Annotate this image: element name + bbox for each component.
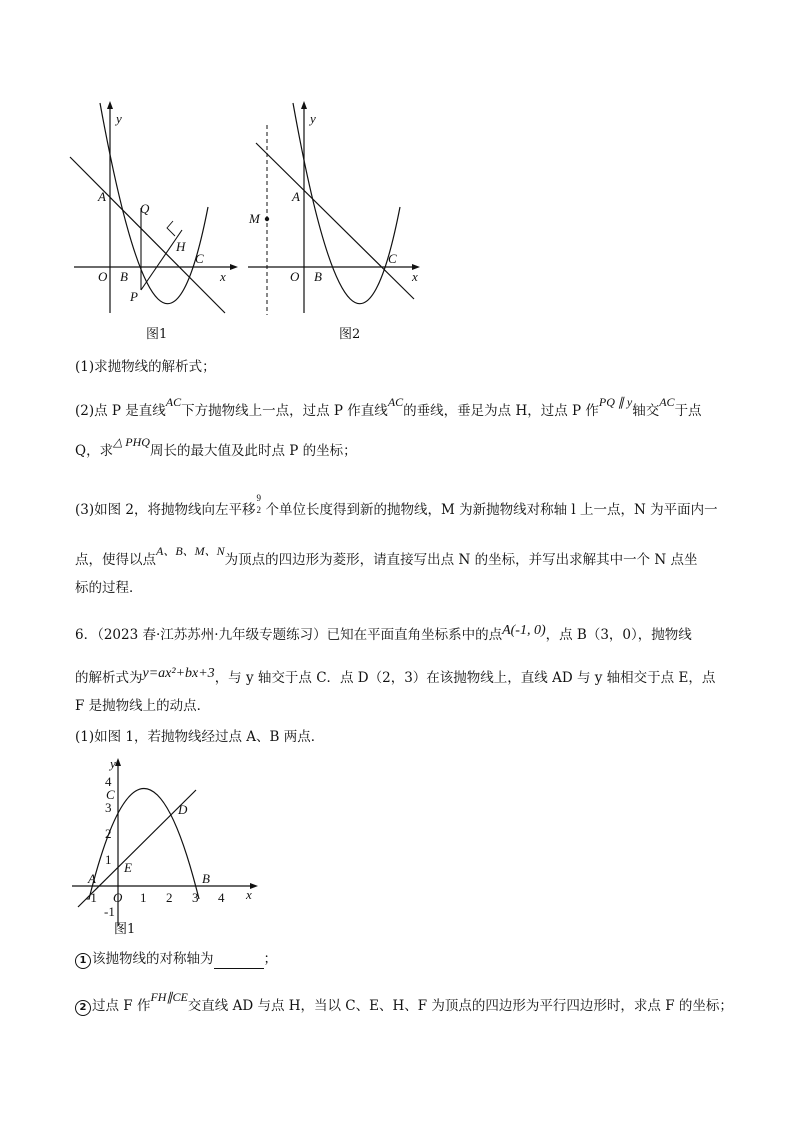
problem-6-line-1	[75, 625, 725, 646]
question-3-line-2	[75, 544, 725, 570]
figure-1	[60, 95, 240, 320]
fig3-label-c: C	[106, 787, 115, 802]
q3-text-e: 标的过程．	[75, 580, 143, 596]
fig3-tick-x-1: 1	[140, 890, 147, 905]
q2-text-f: Q，求	[75, 443, 114, 459]
fig1-label-p: P	[130, 289, 138, 304]
subquestion-1-text: 该抛物线的对称轴为	[92, 951, 214, 967]
fig3-label-d: D	[178, 802, 188, 817]
subquestion-2-text-a: 过点 F 作	[92, 998, 151, 1014]
p6-point-a: A(-1, 0)	[502, 623, 546, 638]
fig3-tick-x-2: 2	[166, 890, 173, 905]
q3-text-d: 为顶点的四边形为菱形，请直接写出点 N 的坐标，并写出求解其中一个 N 点坐	[224, 552, 698, 568]
fig2-label-o: O	[290, 269, 300, 284]
q2-ac-2: AC	[387, 395, 404, 409]
q2-text-b: 下方抛物线上一点，过点 P 作直线	[181, 403, 388, 419]
q2-text-a: (2)点 P 是直线	[75, 403, 166, 419]
fig1-label-h: H	[176, 239, 186, 254]
fig3-label-x: x	[246, 887, 252, 902]
fig2-label-x: x	[412, 269, 418, 284]
q2-text-e: 于点	[674, 403, 702, 419]
figure-1-caption: 图1	[146, 327, 168, 342]
fig3-tick-y-2: 2	[105, 826, 112, 841]
problem-6-line-2	[75, 668, 725, 689]
q3-frac-den: 2	[256, 505, 262, 515]
q2-triangle-phq: △ PHQ	[113, 435, 150, 449]
p6-text-b: ，点 B（3，0），抛物线	[545, 627, 692, 643]
fig3-label-b: B	[202, 871, 210, 886]
q2-ac-3: AC	[659, 395, 675, 409]
fig3-tick-y-1: 1	[105, 852, 112, 867]
question-1-text: (1)求抛物线的解析式；	[75, 359, 216, 375]
fig3-tick-y-3: 3	[105, 800, 112, 815]
figure-1-graph	[60, 95, 240, 320]
fig1-label-o: O	[98, 269, 108, 284]
subquestion-1	[75, 949, 725, 969]
fig3-tick-y-neg1: -1	[104, 904, 115, 919]
problem-6-line-3	[75, 696, 725, 716]
p6-text-f: (1)如图 1，若抛物线经过点 A、B 两点．	[75, 729, 325, 745]
fig2-label-c: C	[388, 251, 397, 266]
fig1-label-c: C	[195, 251, 204, 266]
p6-formula: y=ax²+bx+3	[142, 666, 215, 681]
question-2-line-2	[75, 435, 725, 461]
question-2-line-1	[75, 395, 725, 421]
q3-text-a: (3)如图 2，将抛物线向左平移	[75, 502, 256, 518]
subquestion-2-fh-parallel-ce: FH∥CE	[150, 990, 188, 1004]
subquestion-2-text-b: 交直线 AD 与点 H，当以 C、E、H、F 为顶点的四边形为平行四边形时，求点 F 的坐标；	[187, 998, 733, 1014]
problem-6-line-4	[75, 727, 725, 747]
question-1	[75, 357, 725, 377]
fig1-label-x: x	[220, 269, 226, 284]
q2-text-d: 轴交	[632, 403, 660, 419]
figure-2-caption: 图2	[339, 327, 361, 342]
q3-text-c: 点，使得以点	[75, 552, 156, 568]
fig2-label-a: A	[292, 189, 300, 204]
fig3-label-y: y	[110, 756, 116, 771]
figure-2	[236, 95, 426, 320]
fig1-label-y: y	[116, 111, 122, 126]
fig3-tick-x-3: 3	[192, 890, 199, 905]
subquestion-1-end: ；	[263, 951, 277, 967]
q3-frac-num: 9	[256, 493, 262, 503]
q3-points-abmn: A、B、M、N	[156, 544, 225, 558]
fig3-label-e: E	[124, 860, 132, 875]
p6-text-c: 的解析式为	[75, 670, 143, 686]
figure-2-graph	[236, 95, 426, 320]
q2-ac-1: AC	[165, 395, 182, 409]
figure-3-caption: 图1	[114, 922, 136, 937]
fig2-label-m: M	[249, 211, 260, 226]
fig2-label-y: y	[310, 111, 316, 126]
fig3-tick-y-4: 4	[105, 774, 112, 789]
fig3-label-o: O	[113, 890, 123, 905]
fig1-label-a: A	[98, 189, 106, 204]
p6-text-a: 6．（2023 春·江苏苏州·九年级专题练习）已知在平面直角坐标系中的点	[75, 627, 503, 643]
fig3-tick-x-4: 4	[218, 890, 225, 905]
p6-text-e: F 是抛物线上的动点．	[75, 698, 211, 714]
q2-text-c: 的垂线，垂足为点 H，过点 P 作	[403, 403, 599, 419]
subquestion-2	[75, 990, 733, 1016]
circled-number-1: 1	[75, 953, 91, 969]
q3-fraction-9-2	[256, 493, 266, 515]
figure-3	[68, 756, 268, 936]
fig1-label-q: Q	[140, 201, 150, 216]
fig3-label-a: A	[88, 871, 96, 886]
q2-pq-parallel-y: PQ ∥ y	[598, 395, 633, 409]
circled-number-2: 2	[75, 1000, 91, 1016]
figure-3-graph	[68, 756, 268, 936]
fig2-label-b: B	[314, 269, 322, 284]
answer-blank[interactable]	[214, 955, 264, 969]
q2-text-g: 周长的最大值及此时点 P 的坐标；	[149, 443, 357, 459]
p6-text-d: ，与 y 轴交于点 C．点 D（2，3）在该抛物线上，直线 AD 与 y 轴相交于点 E，点	[214, 670, 716, 686]
question-3-line-1	[75, 493, 725, 520]
question-3-line-3	[75, 578, 725, 598]
fig1-label-b: B	[120, 269, 128, 284]
q3-text-b: 个单位长度得到新的抛物线，M 为新抛物线对称轴 l 上一点，N 为平面内一	[265, 502, 718, 518]
fig3-tick-x-neg1: -1	[86, 890, 97, 905]
